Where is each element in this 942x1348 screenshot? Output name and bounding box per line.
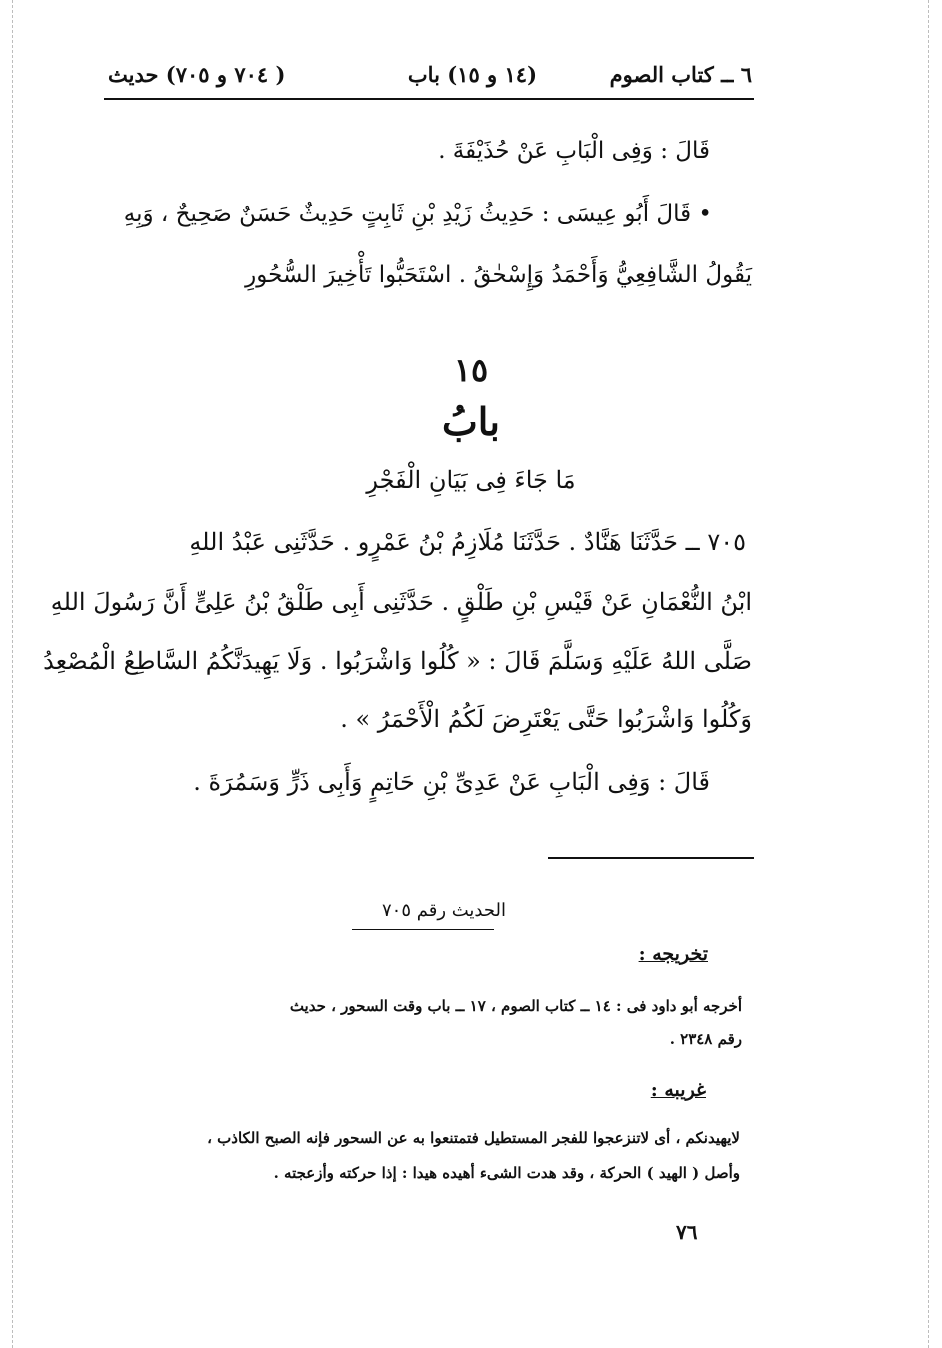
hadith-line-1: ٧٠٥ ــ حَدَّثَنَا هَنَّادٌ . حَدَّثَنَا مُلَازِمُ بْنُ عَمْرٍو . حَدَّثَنِى عَبْدُ اللهِ	[189, 528, 746, 556]
intro-line-3: يَقُولُ الشَّافِعِيُّ وَأَحْمَدُ وَإِسْحٰقُ . اسْتَحَبُّوا تَأْخِيرَ السُّحُورِ	[245, 262, 752, 288]
hadith-line-5: قَالَ : وَفِى الْبَابِ عَنْ عَدِىِّ بْنِ حَاتِمٍ وَأَبِى ذَرٍّ وَسَمُرَةَ .	[193, 768, 710, 796]
ref-title-underline	[352, 929, 494, 930]
notes-ref-title: الحديث رقم ٧٠٥	[382, 900, 506, 921]
chapter-bab: بابُ	[442, 399, 500, 444]
gharib-heading: غريبه :	[650, 1079, 706, 1101]
hadith-line-2: ابْنُ النُّعْمَانِ عَنْ قَيْسِ بْنِ طَلْقٍ . حَدَّثَنِى أَبِى طَلْقُ بْنُ عَلِىٍّ أَنَّ رَسُولَ اللهِ	[50, 588, 752, 616]
takhrij-heading: تخريجه :	[638, 943, 708, 965]
footnote-separator	[548, 857, 754, 859]
gharib-line-2: وأصل ( الهيد ) الحركة ، وقد هدت الشىء أهيده هيدا : إذا حركته وأزعجته .	[273, 1164, 740, 1182]
header-rule	[104, 98, 754, 100]
header-chapter: ٦ ــ كتاب الصوم	[609, 62, 752, 87]
takhrij-line-1: أخرجه أبو داود فى : ١٤ ــ كتاب الصوم ، ١٧ ــ باب وقت السحور ، حديث	[289, 997, 742, 1015]
header-bab: (١٤ و ١٥) باب	[407, 62, 537, 87]
intro-line-2: • قَالَ أَبُو عِيسَى : حَدِيثُ زَيْدِ بْنِ ثَابِتٍ حَدِيثٌ حَسَنٌ صَحِيحٌ ، وَبِهِ	[123, 201, 712, 227]
scan-guide-left	[12, 0, 13, 1348]
header-hadith: ( ٧٠٤ و ٧٠٥) حديث	[108, 62, 286, 87]
takhrij-line-2: رقم ٢٣٤٨ .	[669, 1030, 742, 1048]
page-number: ٧٦	[676, 1220, 698, 1244]
gharib-line-1: لايهيدنكم ، أى لاتنزعجوا للفجر المستطيل فتمتنعوا به عن السحور فإنه الصبح الكاذب ،	[207, 1129, 740, 1147]
hadith-line-4: وَكُلُوا وَاشْرَبُوا حَتَّى يَعْتَرِضَ لَكُمُ الْأَحْمَرُ » .	[340, 705, 752, 733]
scan-guide-right	[928, 0, 929, 1348]
chapter-title: مَا جَاءَ فِى بَيَانِ الْفَجْرِ	[366, 466, 576, 494]
intro-line-1: قَالَ : وَفِى الْبَابِ عَنْ حُذَيْفَةَ .	[438, 138, 710, 164]
hadith-line-3: صَلَّى اللهُ عَلَيْهِ وَسَلَّمَ قَالَ : « كُلُوا وَاشْرَبُوا . وَلَا يَهِيدَنَّكُمُ السَّاطِعُ الْمُصْعِدُ	[43, 647, 752, 675]
chapter-number: ١٥	[453, 351, 489, 389]
